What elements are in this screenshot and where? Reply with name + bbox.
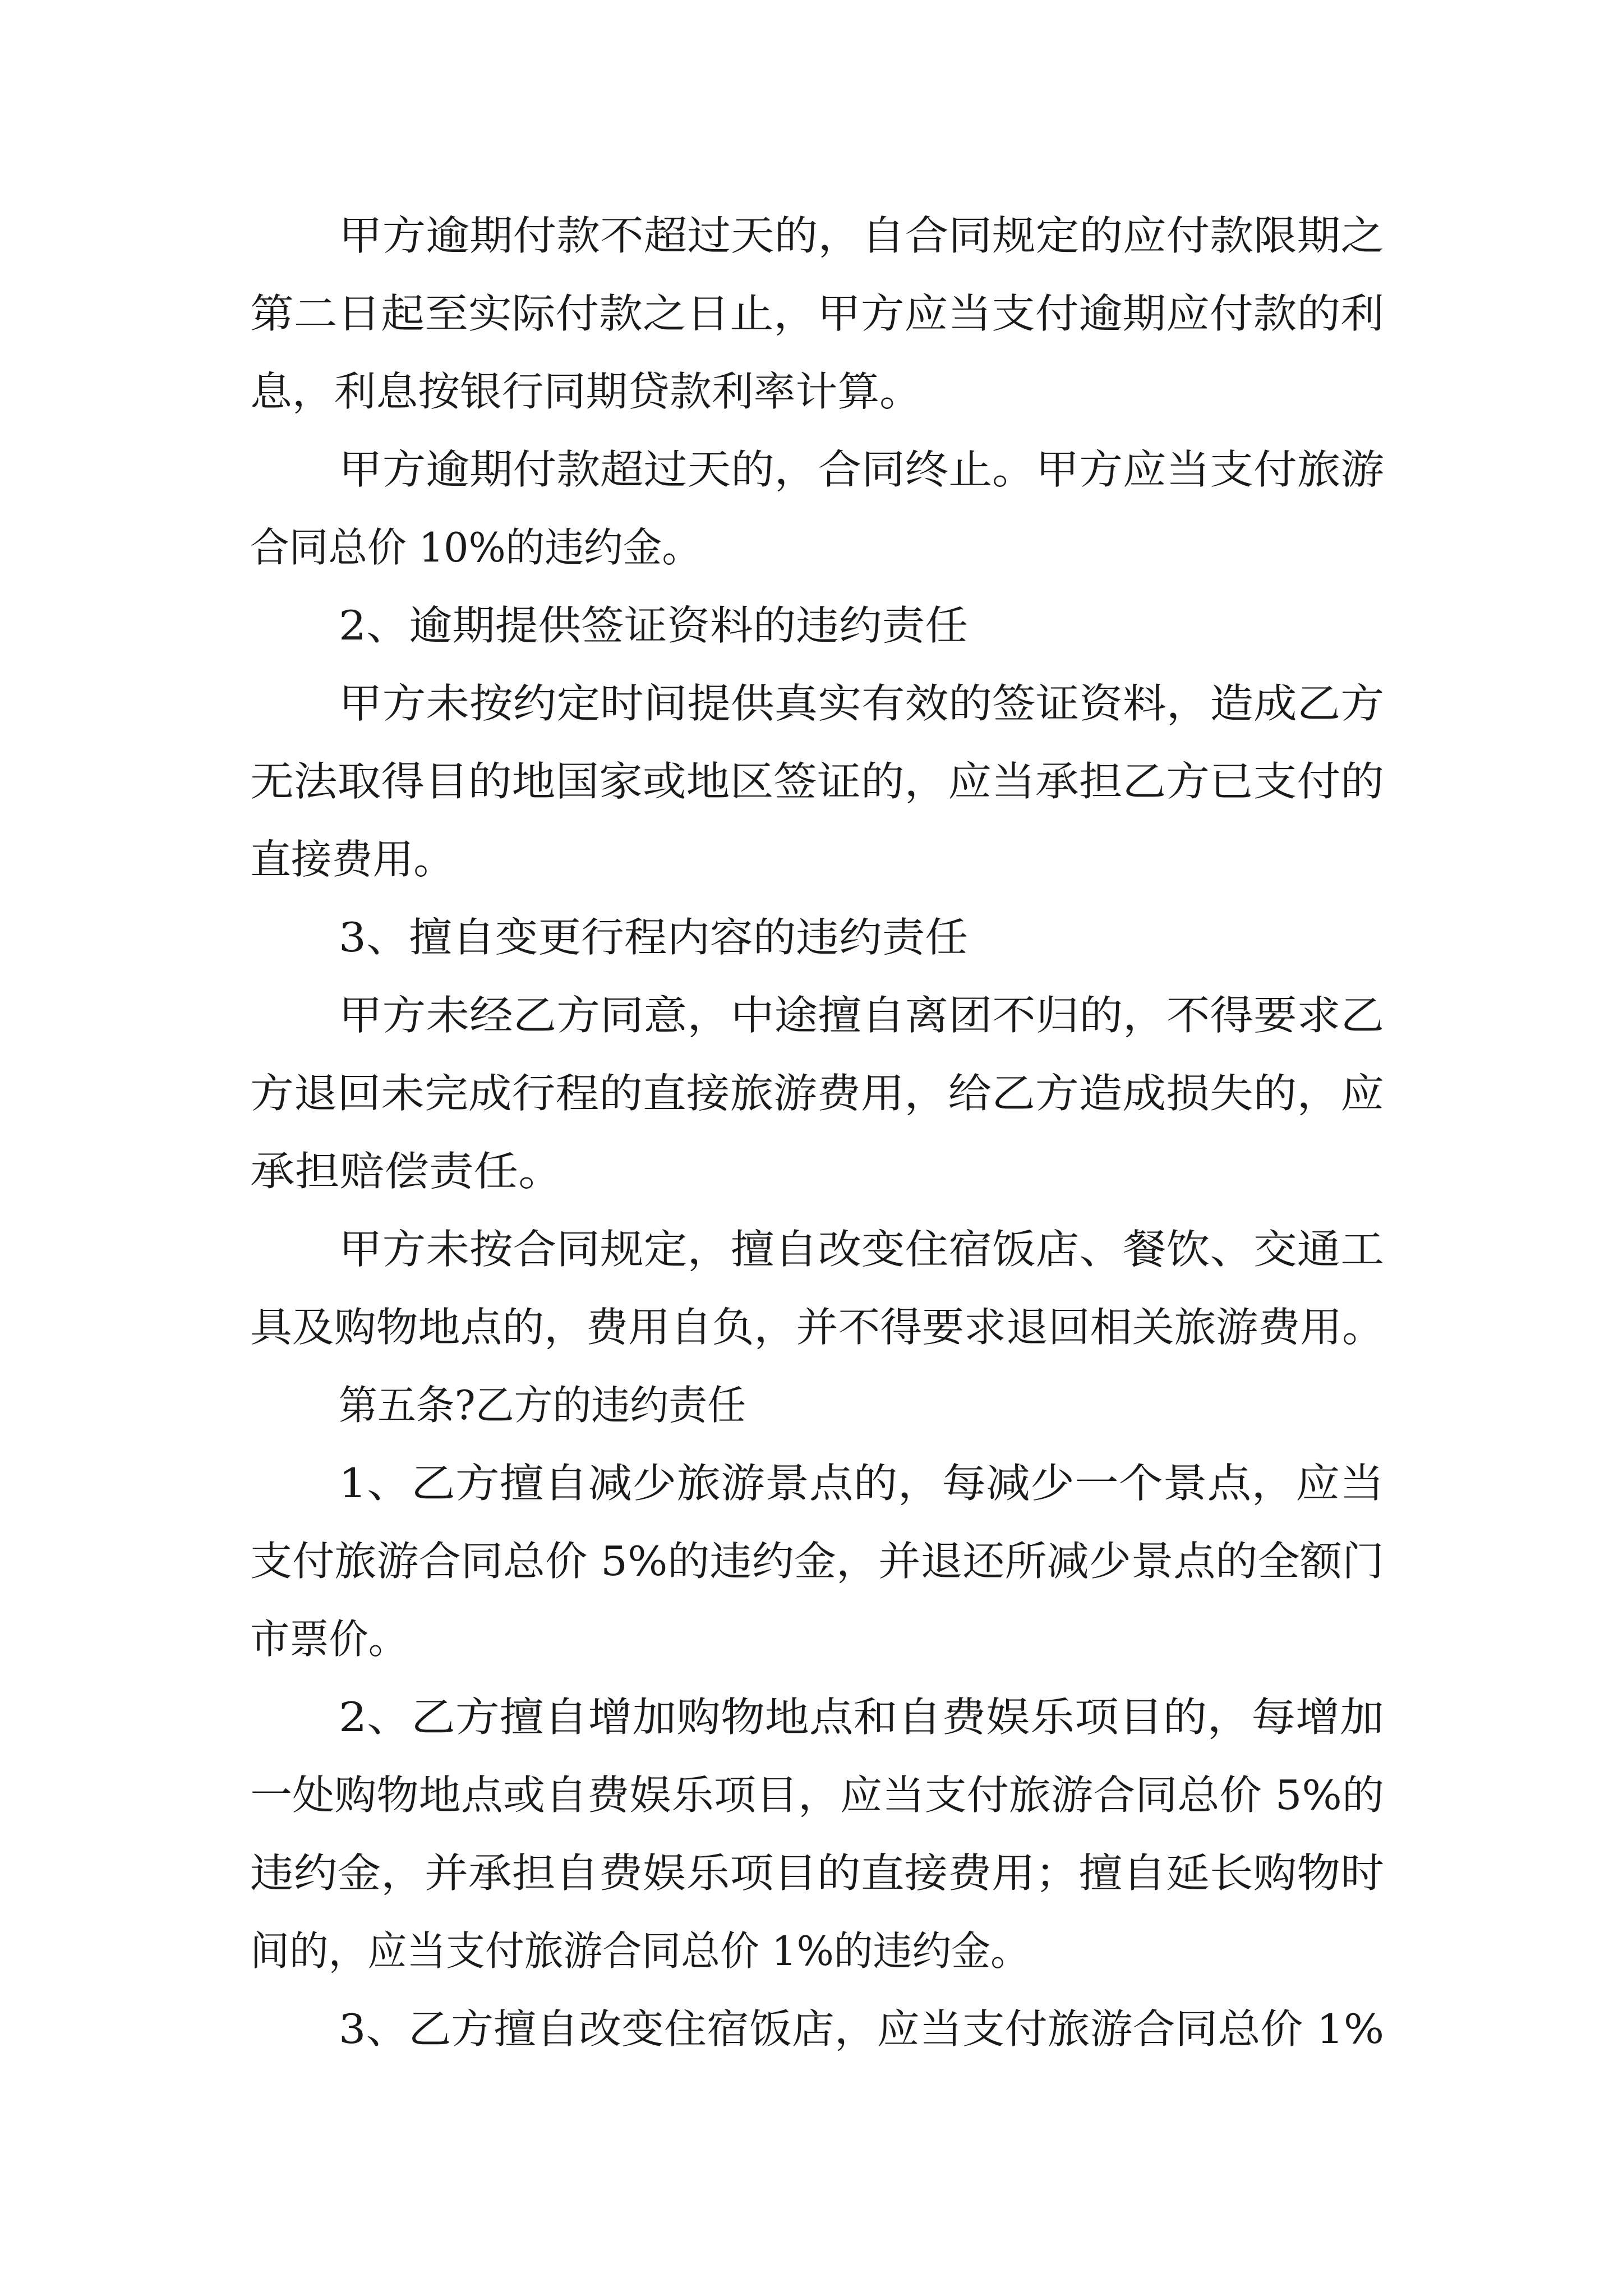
line-text: 息，利息按银行同期贷款利率计算。 [250,368,921,415]
line-text: 无法取得目的地国家或地区签证的，应当承担乙方已支付的 [250,758,1384,805]
line-text: 1、乙方擅自减少旅游景点的，每减少一个景点，应当 [339,1460,1384,1507]
line-text: 甲方未按合同规定，擅自改变住宿饭店、餐饮、交通工 [339,1226,1384,1273]
line-text: 2、乙方擅自增加购物地点和自费娱乐项目的，每增加 [339,1694,1384,1741]
line-text: 甲方未按约定时间提供真实有效的签证资料，造成乙方 [339,680,1384,727]
line-text: 甲方未经乙方同意，中途擅自离团不归的，不得要求乙 [339,992,1384,1039]
line-text: 合同总价 10%的违约金。 [250,524,701,571]
line-text: 市票价。 [250,1616,408,1663]
line-text: 具及购物地点的，费用自负，并不得要求退回相关旅游费用。 [250,1304,1384,1351]
line-text: 方退回未完成行程的直接旅游费用，给乙方造成损失的，应 [250,1070,1384,1117]
line-text: 2、逾期提供签证资料的违约责任 [339,602,968,649]
line-text: 违约金，并承担自费娱乐项目的直接费用；擅自延长购物时 [250,1849,1384,1897]
line-text: 3、擅自变更行程内容的违约责任 [339,914,968,961]
line-text: 甲方逾期付款不超过天的，自合同规定的应付款限期之 [339,212,1384,259]
line-text: 3、乙方擅自改变住宿饭店，应当支付旅游合同总价 1% [339,2005,1384,2053]
line-text: 第五条?乙方的违约责任 [339,1382,746,1429]
line-text: 支付旅游合同总价 5%的违约金，并退还所减少景点的全额门 [250,1538,1384,1585]
line-text: 第二日起至实际付款之日止，甲方应当支付逾期应付款的利 [250,290,1384,337]
line-text: 间的，应当支付旅游合同总价 1%的违约金。 [250,1927,1030,1975]
line-text: 承担赔偿责任。 [250,1148,563,1195]
line-text: 直接费用。 [250,836,454,883]
line-text: 一处购物地点或自费娱乐项目，应当支付旅游合同总价 5%的 [250,1772,1384,1819]
line-text: 甲方逾期付款超过天的，合同终止。甲方应当支付旅游 [339,446,1384,493]
